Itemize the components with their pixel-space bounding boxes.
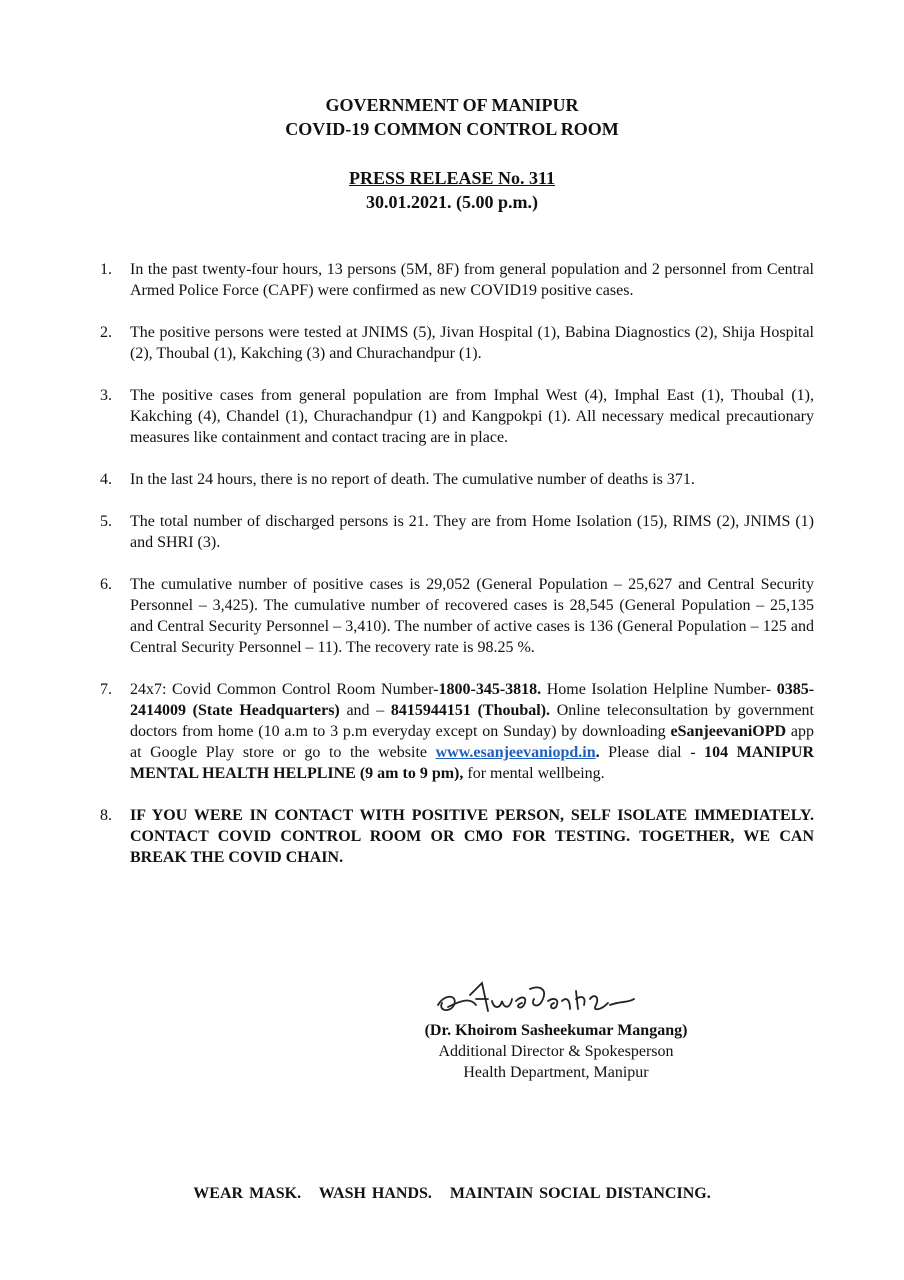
government-title: GOVERNMENT OF MANIPUR	[325, 95, 579, 115]
advisory-text: IF YOU WERE IN CONTACT WITH POSITIVE PERSON, SELF ISOLATE IMMEDIATELY. CONTACT COVID CONTROL ROOM OR CMO FOR TESTING. TOGETHER, WE CAN BREAK THE COVID CHAIN.	[130, 807, 814, 866]
press-release-number: PRESS RELEASE No. 311	[348, 168, 556, 188]
item-text: The cumulative number of positive cases is 29,052 (General Population – 25,627 and Central Security Personnel – 3,425). The cumulative number of recovered cases is 28,545 (General Population – 25,135 and Central Security Personnel – 3,410). The number of active cases is 136 (General Population – 125 and Central Security Personnel – 11). The recovery rate is 98.25 %.	[130, 576, 814, 656]
list-item	[100, 511, 814, 553]
item-number: 4.	[100, 471, 112, 488]
helpline-text: 24x7: Covid Common Control Room Number-1800-345-3818. Home Isolation Helpline Number- 0385-2414009 (State Headquarters) and – 8415944151 (Thoubal). Online teleconsultation by government doctors from home (10 a.m to 3 p.m everyday except on Sunday) by downloading eSanjeevaniOPD app at Google Play store or go to the website www.esanjeevaniopd.in. Please dial - 104 MANIPUR MENTAL HEALTH HELPLINE (9 am to 9 pm), for mental wellbeing.	[130, 681, 815, 782]
app-name: eSanjeevaniOPD	[670, 723, 787, 740]
item-text: In the last 24 hours, there is no report of death. The cumulative number of deaths is 371.	[130, 471, 695, 488]
list-item	[100, 259, 814, 301]
item-text: The total number of discharged persons is 21. They are from Home Isolation (15), RIMS (2), JNIMS (1) and SHRI (3).	[130, 513, 814, 551]
item-text: The positive cases from general population are from Imphal West (4), Imphal East (1), Thoubal (1), Kakching (4), Chandel (1), Churachandpur (1) and Kangpokpi (1). All necessary medical precautionary measures like containment and contact tracing are in place.	[130, 387, 814, 446]
signatory-block	[395, 1020, 717, 1083]
control-room-number: 1800-345-3818.	[438, 681, 542, 698]
signatory-title: Additional Director & Spokesperson	[438, 1043, 674, 1060]
item-text: In the past twenty-four hours, 13 persons (5M, 8F) from general population and 2 personnel from Central Armed Police Force (CAPF) were confirmed as new COVID19 positive cases.	[130, 261, 814, 299]
item-number: 5.	[100, 513, 112, 530]
list-item	[100, 322, 814, 364]
press-release-items	[100, 259, 814, 868]
helpline-item	[100, 679, 814, 784]
item-number: 8.	[100, 807, 112, 824]
release-datetime: 30.01.2021. (5.00 p.m.)	[366, 192, 538, 212]
mental-health-helpline: 104 MANIPUR MENTAL HEALTH HELPLINE (9 am to 9 pm),	[130, 744, 815, 782]
advisory-item	[100, 805, 814, 868]
signatory-name: (Dr. Khoirom Sasheekumar Mangang)	[424, 1022, 688, 1039]
state-hq-number: 0385-2414009 (State Headquarters)	[130, 681, 815, 719]
item-number: 2.	[100, 324, 112, 341]
signature	[430, 975, 660, 1025]
item-number: 1.	[100, 261, 112, 278]
list-item	[100, 574, 814, 658]
esanjeevani-link[interactable]: www.esanjeevaniopd.in	[435, 744, 596, 761]
list-item	[100, 469, 814, 490]
thoubal-number: 8415944151 (Thoubal).	[390, 702, 551, 719]
item-text: The positive persons were tested at JNIMS (5), Jivan Hospital (1), Babina Diagnostics (2), Shija Hospital (2), Thoubal (1), Kakching (3) and Churachandpur (1).	[130, 324, 814, 362]
item-number: 7.	[100, 681, 112, 698]
signatory-department: Health Department, Manipur	[463, 1064, 649, 1081]
control-room-title: COVID-19 COMMON CONTROL ROOM	[285, 119, 619, 139]
list-item	[100, 385, 814, 448]
item-number: 3.	[100, 387, 112, 404]
item-number: 6.	[100, 576, 112, 593]
footer-slogan: WEAR MASK. WASH HANDS. MAINTAIN SOCIAL DISTANCING.	[193, 1185, 711, 1202]
